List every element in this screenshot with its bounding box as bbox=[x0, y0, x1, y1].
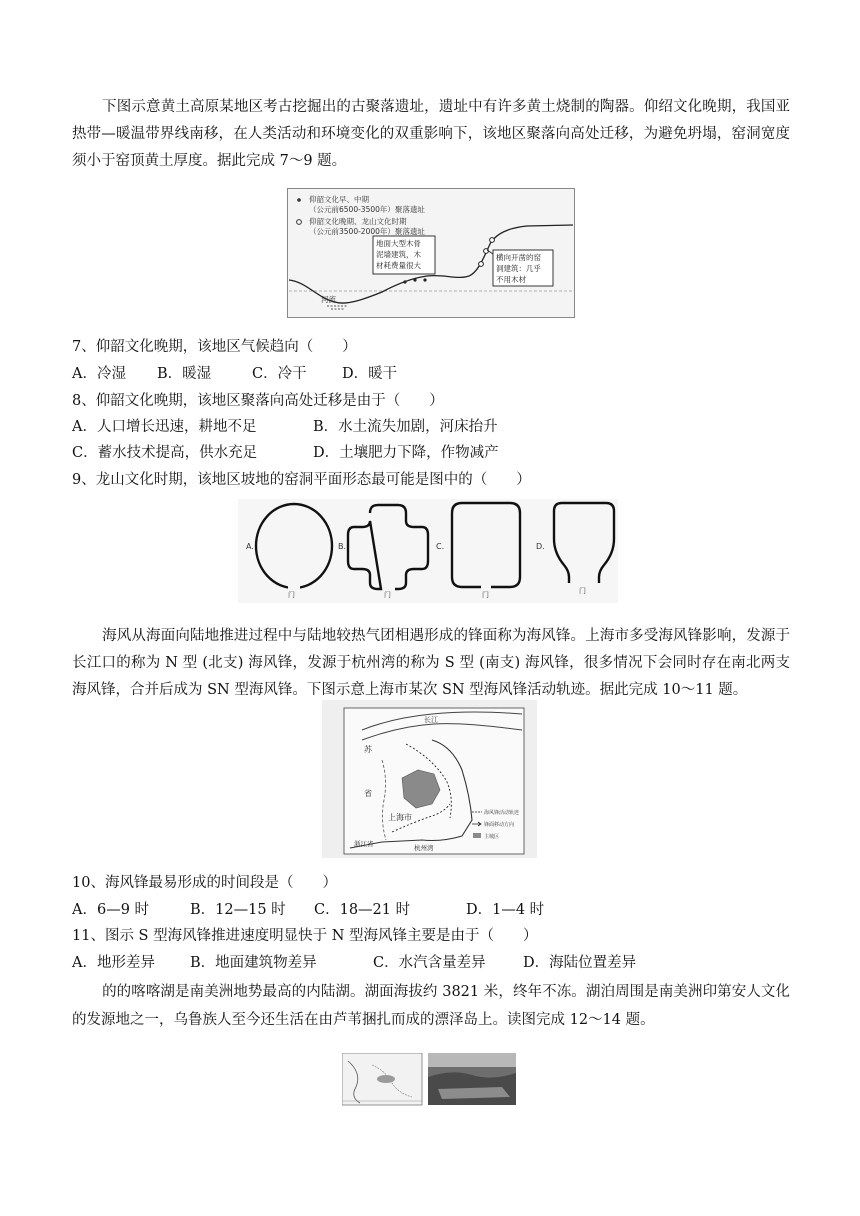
option-b: B．水土流失加剧，河床抬升 bbox=[313, 419, 498, 435]
shape-b-door-label: 门 bbox=[384, 591, 391, 599]
option-c: C．冷干 bbox=[252, 366, 307, 382]
question-8-stem: 8、仰韶文化晚期，该地区聚落向高处迁移是由于（ ） bbox=[72, 393, 444, 409]
late-settlement-circle bbox=[490, 238, 495, 243]
option-a: A．人口增长迅速，耕地不足 bbox=[72, 419, 257, 435]
photo-sky bbox=[428, 1053, 516, 1067]
legend-2-line-1: 仰韶文化晚期、龙山文化时期 bbox=[309, 217, 407, 226]
question-10-stem: 10、海风锋最易形成的时间段是（ ） bbox=[72, 875, 337, 891]
shape-c-door-label: 门 bbox=[482, 591, 489, 599]
option-d: D．土壤肥力下降，作物减产 bbox=[313, 445, 499, 461]
river-label: 河流 bbox=[321, 295, 336, 304]
legend-arrow-label: 锋面移动方向 bbox=[484, 822, 515, 828]
cave-plan-shapes-figure bbox=[238, 499, 618, 603]
question-9-stem: 9、龙山文化时期，该地区坡地的窑洞平面形态最可能是图中的（ ） bbox=[72, 472, 531, 488]
early-settlement-dot bbox=[403, 280, 406, 283]
jiangsu-label: 苏 bbox=[364, 745, 372, 754]
shape-b-label: B. bbox=[338, 542, 347, 551]
legend-1-line-2: （公元前6500-3500年）聚落遗址 bbox=[309, 205, 425, 214]
shape-d-label: D. bbox=[536, 542, 545, 551]
shanghai-label: 上海市 bbox=[388, 813, 412, 822]
box-1-line-2: 泥墙建筑，木 bbox=[376, 250, 421, 259]
option-a: A．地形差异 bbox=[72, 955, 155, 971]
shape-a-label: A. bbox=[246, 542, 254, 551]
option-b: B．暖湿 bbox=[157, 366, 212, 382]
option-d: D．海陆位置差异 bbox=[523, 955, 637, 971]
question-11-stem: 11、图示 S 型海风锋推进速度明显快于 N 型海风锋主要是由于（ ） bbox=[72, 928, 538, 944]
legend-2-line-2: （公元前3500-2000年）聚落遗址 bbox=[309, 227, 425, 236]
option-a: A．冷湿 bbox=[72, 366, 126, 382]
late-settlement-circle bbox=[479, 262, 484, 267]
box-2-line-1: 横向开凿的窑 bbox=[496, 253, 541, 262]
early-settlement-dot bbox=[413, 278, 416, 281]
late-settlement-circle bbox=[484, 249, 489, 254]
lake-titicaca-figure bbox=[342, 1053, 518, 1109]
option-c: C．18—21 时 bbox=[314, 902, 411, 918]
option-b: B．地面建筑物差异 bbox=[190, 955, 317, 971]
intro-paragraph-3: 的的喀喀湖是南美洲地势最高的内陆湖。湖面海拔约 3821 米，终年不冻。湖泊周围是南美洲印第安人文化的发源地之一，乌鲁族人至今还生活在由芦苇捆扎而成的漂泽岛上。读图完成 12～14 题。 bbox=[72, 984, 790, 1028]
option-a: A．6—9 时 bbox=[72, 902, 150, 918]
legend-urban-label: 主城区 bbox=[484, 834, 500, 840]
intro-paragraph-2: 海风从海面向陆地推进过程中与陆地较热气团相遇形成的锋面称为海风锋。上海市多受海风锋影响，发源于长江口的称为 N 型 (北支) 海风锋，发源于杭州湾的称为 S 型 (南支) 海风锋，很多情况下会同时存在南北两支海风锋，合并后成为 SN 型海风锋。下图示意上海市某次 SN 型海风锋活动轨迹。据此完成 10～11 题。 bbox=[72, 628, 790, 698]
legend-urban-symbol bbox=[473, 833, 481, 838]
hangzhou-bay-label: 杭州湾 bbox=[414, 844, 434, 852]
question-7-stem: 7、仰韶文化晚期，该地区气候趋向（ ） bbox=[72, 339, 357, 355]
legend-track-label: 海风锋活动轨迹 bbox=[484, 810, 520, 816]
shape-a-door-label: 门 bbox=[288, 591, 295, 599]
photo-reed-island bbox=[438, 1087, 510, 1099]
intro-paragraph-1: 下图示意黄土高原某地区考古挖掘出的古聚落遗址，遗址中有许多黄土烧制的陶器。仰绍文化晚期，我国亚热带—暖温带界线南移，在人类活动和环境变化的双重影响下，该地区聚落向高处迁移，为避免坍塌，窑洞宽度须小于窑顶黄土厚度。据此完成 7～9 题。 bbox=[72, 99, 790, 169]
box-1-line-1: 地面大型木骨 bbox=[376, 239, 421, 248]
option-c: C．蓄水技术提高，供水充足 bbox=[72, 445, 258, 461]
legend-dot-icon bbox=[297, 198, 301, 202]
early-settlement-dot bbox=[423, 278, 426, 281]
zhejiang-label: 浙江省 bbox=[354, 840, 374, 848]
shanghai-sea-breeze-map bbox=[322, 700, 537, 858]
box-1-line-3: 材耗费量很大 bbox=[376, 261, 421, 270]
settlement-profile-figure bbox=[287, 188, 575, 318]
shape-c-label: C. bbox=[436, 542, 445, 551]
shape-a-door-gap bbox=[288, 583, 300, 591]
option-d: D．1—4 时 bbox=[466, 902, 545, 918]
box-2-line-2: 洞建筑：几乎 bbox=[496, 264, 541, 273]
option-d: D．暖干 bbox=[342, 366, 398, 382]
province-label: 省 bbox=[364, 789, 372, 798]
option-c: C．水汽含量差异 bbox=[373, 955, 486, 971]
lake-shape bbox=[377, 1075, 395, 1083]
shape-d-door-label: 门 bbox=[579, 587, 586, 595]
box-2-line-3: 不用木材 bbox=[496, 275, 526, 284]
option-b: B．12—15 时 bbox=[190, 902, 286, 918]
legend-1-line-1: 仰韶文化早、中期 bbox=[309, 195, 369, 204]
yangtze-label: 长江 bbox=[424, 716, 438, 724]
